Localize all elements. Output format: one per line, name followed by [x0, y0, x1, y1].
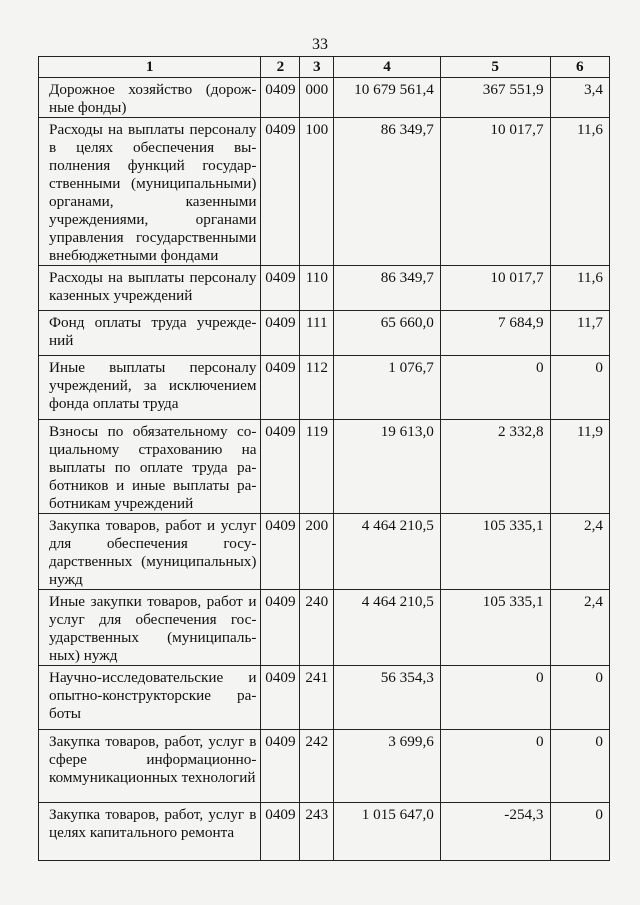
table-row [39, 266, 610, 311]
row-kind-cell: 100 [300, 118, 334, 266]
table-row [39, 78, 610, 118]
table-row [39, 803, 610, 861]
table-row [39, 590, 610, 666]
row-col5-cell: 367 551,9 [440, 78, 550, 118]
row-col6-cell: 0 [550, 730, 609, 803]
row-name-cell: Расходы на выплаты персоналу в целях обеспечения выполнения функций государственными (муниципальными) органами, казенными учреждениями, органами управления государственными внебюджетными фондами [39, 118, 261, 266]
header-row [39, 57, 610, 78]
row-section-cell: 0409 [261, 730, 300, 803]
row-kind-cell: 241 [300, 666, 334, 730]
row-col5-cell: 0 [440, 666, 550, 730]
table-row [39, 730, 610, 803]
row-name-cell: Научно-исследовательские и опытно-конструкторские работы [39, 666, 261, 730]
row-kind-cell: 243 [300, 803, 334, 861]
row-col4-cell: 3 699,6 [334, 730, 441, 803]
table-row [39, 666, 610, 730]
row-name-cell: Иные выплаты персоналу учреждений, за исключением фонда оплаты труда [39, 356, 261, 420]
row-name-cell: Иные закупки товаров, работ и услуг для обеспечения государственных (муниципальных) нужд [39, 590, 261, 666]
header-cell: 5 [440, 57, 550, 78]
row-col6-cell: 2,4 [550, 590, 609, 666]
row-col6-cell: 0 [550, 666, 609, 730]
row-col5-cell: 105 335,1 [440, 590, 550, 666]
row-col5-cell: 0 [440, 356, 550, 420]
row-col4-cell: 1 015 647,0 [334, 803, 441, 861]
row-col4-cell: 65 660,0 [334, 311, 441, 356]
row-col6-cell: 11,7 [550, 311, 609, 356]
row-kind-cell: 112 [300, 356, 334, 420]
page-number: 33 [312, 36, 328, 53]
row-section-cell: 0409 [261, 311, 300, 356]
row-section-cell: 0409 [261, 78, 300, 118]
row-col6-cell: 11,9 [550, 420, 609, 514]
table-row [39, 356, 610, 420]
row-section-cell: 0409 [261, 590, 300, 666]
row-name-cell: Дорожное хозяйство (дорожные фонды) [39, 78, 261, 118]
table-row [39, 514, 610, 590]
row-kind-cell: 242 [300, 730, 334, 803]
row-col4-cell: 86 349,7 [334, 118, 441, 266]
row-col6-cell: 11,6 [550, 266, 609, 311]
row-section-cell: 0409 [261, 420, 300, 514]
row-col4-cell: 56 354,3 [334, 666, 441, 730]
row-col6-cell: 11,6 [550, 118, 609, 266]
row-col5-cell: 105 335,1 [440, 514, 550, 590]
budget-table [38, 56, 610, 861]
row-section-cell: 0409 [261, 666, 300, 730]
header-cell: 3 [300, 57, 334, 78]
row-name-cell: Закупка товаров, работ, услуг в сфере информационно-коммуникационных технологий [39, 730, 261, 803]
row-col4-cell: 19 613,0 [334, 420, 441, 514]
row-col5-cell: 10 017,7 [440, 266, 550, 311]
row-kind-cell: 000 [300, 78, 334, 118]
row-col5-cell: 2 332,8 [440, 420, 550, 514]
row-col5-cell: -254,3 [440, 803, 550, 861]
table-row [39, 420, 610, 514]
row-name-cell: Взносы по обязательному социальному страхованию на выплаты по оплате труда работников и иные выплаты работникам учреждений [39, 420, 261, 514]
row-kind-cell: 240 [300, 590, 334, 666]
row-col6-cell: 3,4 [550, 78, 609, 118]
row-col5-cell: 0 [440, 730, 550, 803]
row-name-cell: Закупка товаров, работ, услуг в целях капитального ремонта [39, 803, 261, 861]
header-cell: 4 [334, 57, 441, 78]
row-col4-cell: 10 679 561,4 [334, 78, 441, 118]
row-kind-cell: 111 [300, 311, 334, 356]
row-col6-cell: 2,4 [550, 514, 609, 590]
row-col6-cell: 0 [550, 356, 609, 420]
row-col4-cell: 4 464 210,5 [334, 514, 441, 590]
table-row [39, 311, 610, 356]
header-cell: 1 [39, 57, 261, 78]
row-section-cell: 0409 [261, 803, 300, 861]
row-section-cell: 0409 [261, 266, 300, 311]
header-cell: 6 [550, 57, 609, 78]
row-kind-cell: 110 [300, 266, 334, 311]
row-col4-cell: 4 464 210,5 [334, 590, 441, 666]
row-name-cell: Расходы на выплаты персоналу казенных учреждений [39, 266, 261, 311]
row-kind-cell: 200 [300, 514, 334, 590]
header-cell: 2 [261, 57, 300, 78]
row-col5-cell: 7 684,9 [440, 311, 550, 356]
table-row [39, 118, 610, 266]
row-name-cell: Фонд оплаты труда учреждений [39, 311, 261, 356]
row-col4-cell: 1 076,7 [334, 356, 441, 420]
row-kind-cell: 119 [300, 420, 334, 514]
row-col4-cell: 86 349,7 [334, 266, 441, 311]
row-section-cell: 0409 [261, 118, 300, 266]
row-section-cell: 0409 [261, 356, 300, 420]
row-name-cell: Закупка товаров, работ и услуг для обеспечения государственных (муниципальных) нужд [39, 514, 261, 590]
row-col6-cell: 0 [550, 803, 609, 861]
row-col5-cell: 10 017,7 [440, 118, 550, 266]
row-section-cell: 0409 [261, 514, 300, 590]
